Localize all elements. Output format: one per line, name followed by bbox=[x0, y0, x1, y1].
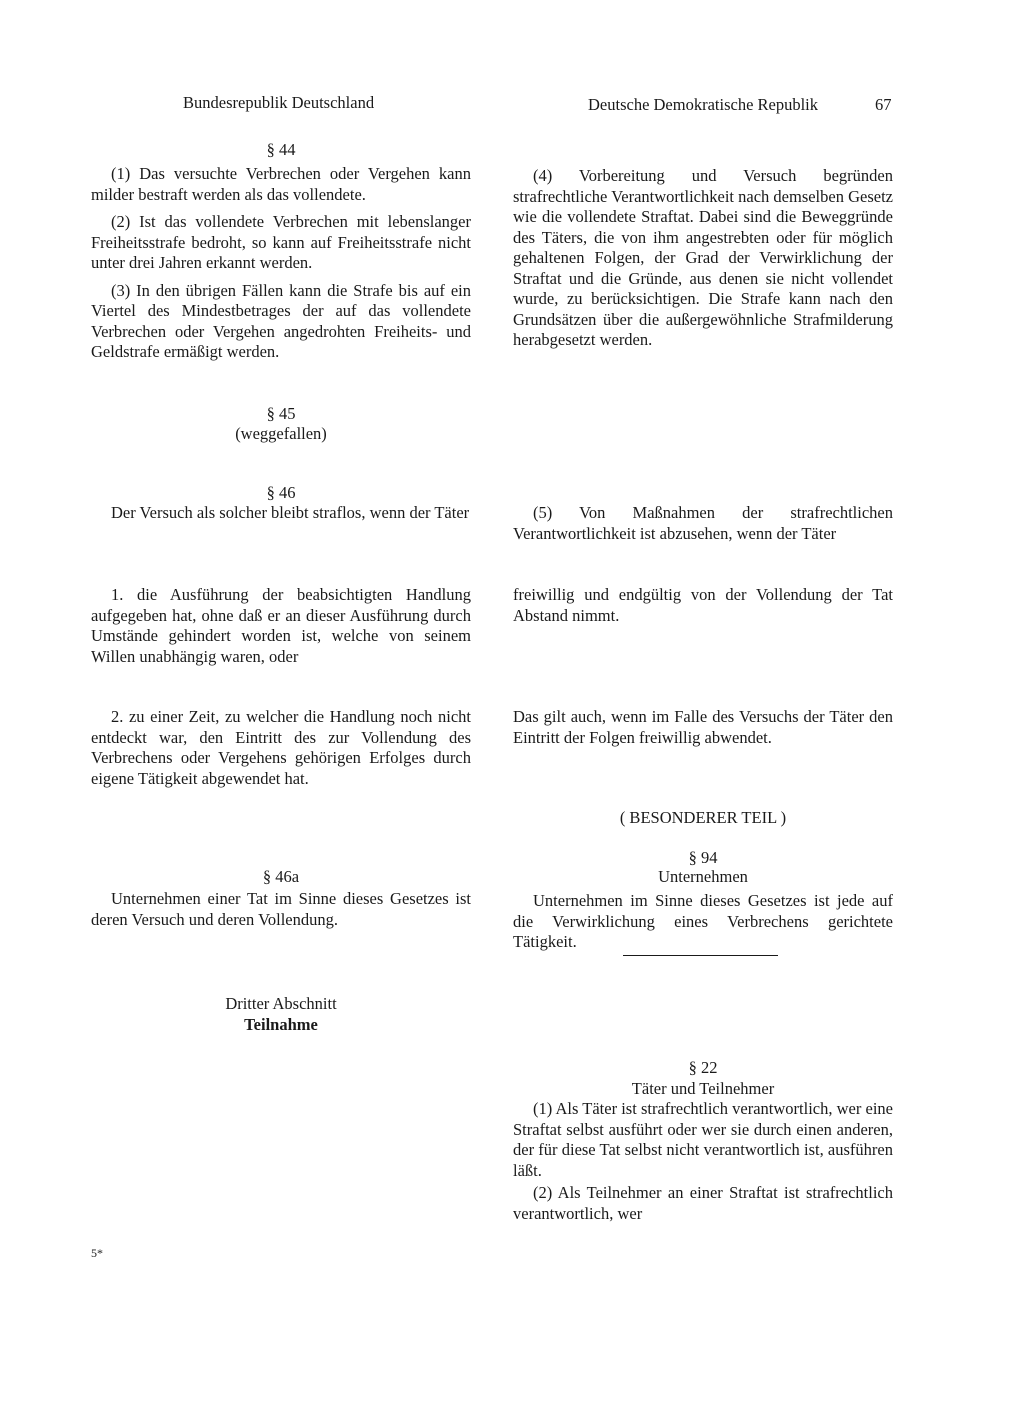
chapter-title: Teilnahme bbox=[244, 1015, 318, 1034]
paragraph-5 bbox=[513, 503, 893, 544]
section-46-item-2 bbox=[91, 707, 471, 789]
section-44-paragraph-2: (2) Ist das vollendete Verbrechen mit lebenslanger Freiheitsstrafe bedroht, so kann auf Freiheitsstrafe nicht unter drei Jahren erkannt werden. bbox=[91, 212, 471, 272]
section-45-title: § 45 bbox=[266, 404, 296, 423]
section-46-item-1 bbox=[91, 585, 471, 667]
section-22-heading: Täter und Teilnehmer bbox=[631, 1079, 775, 1098]
section-46a-text: Unternehmen einer Tat im Sinne dieses Gesetzes ist deren Versuch und deren Vollendung. bbox=[91, 889, 471, 929]
section-46-intro-text: Der Versuch als solcher bleibt straflos, wenn der Täter bbox=[111, 503, 470, 522]
section-22-body bbox=[513, 1099, 893, 1224]
part-heading: ( BESONDERER TEIL ) bbox=[619, 808, 787, 827]
section-22-paragraph-1: (1) Als Täter ist strafrechtlich verantwortlich, wer eine Straftat selbst ausführt oder wer sie durch einen anderen, der für diese Tat selbst nicht verantwortlich ist, ausführen läßt. bbox=[513, 1099, 893, 1180]
section-94-text: Unternehmen im Sinne dieses Gesetzes ist jede auf die Verwirklichung eines Verbrechens gerichtete Tätigkeit. bbox=[513, 891, 893, 951]
paragraph-6-text: Das gilt auch, wenn im Falle des Versuchs der Täter den Eintritt der Folgen freiwillig abwendet. bbox=[513, 707, 893, 747]
section-44-title: § 44 bbox=[266, 140, 296, 159]
separator-rule bbox=[623, 955, 778, 956]
paragraph-5-continuation bbox=[513, 585, 893, 626]
section-94-title: § 94 bbox=[688, 848, 718, 867]
section-44-paragraph-3: (3) In den übrigen Fällen kann die Strafe bis auf ein Viertel des Mindestbetrages der auf das vollendete Verbrechen oder Vergehen angedrohten Freiheits- und Geldstrafe ermäßigt werden. bbox=[91, 280, 471, 361]
section-94-heading: Unternehmen bbox=[658, 867, 748, 886]
paragraph-4-text: (4) Vorbereitung und Versuch begründen strafrechtliche Verantwortlichkeit nach demselben Gesetz wie die vollendete Straftat. Dabei sind die Beweggründe des Täters, die von ihm angestrebten oder für möglich gehaltenen Folgen, der Grad der Verwirklichung der Straftat und die Gründe, aus denen sie nicht vollendet wurde, zu berücksichtigen. Die Strafe kann nach den Grundsätzen über die außergewöhnliche Strafmilderung herabgesetzt werden. bbox=[513, 166, 893, 349]
section-22-title: § 22 bbox=[688, 1058, 718, 1077]
section-46-intro bbox=[91, 503, 471, 524]
section-46a-title: § 46a bbox=[262, 867, 300, 886]
chapter-label: Dritter Abschnitt bbox=[225, 994, 337, 1013]
paragraph-5-continuation-text: freiwillig und endgültig von der Vollendung der Tat Abstand nimmt. bbox=[513, 585, 893, 625]
section-94-body bbox=[513, 891, 893, 953]
paragraph-6 bbox=[513, 707, 893, 748]
header-left: Bundesrepublik Deutschland bbox=[183, 93, 375, 112]
section-46-title: § 46 bbox=[266, 483, 296, 502]
section-22-paragraph-2: (2) Als Teilnehmer an einer Straftat ist strafrechtlich verantwortlich, wer bbox=[513, 1183, 893, 1223]
section-44-paragraph-1: (1) Das versuchte Verbrechen oder Vergehen kann milder bestraft werden als das vollendete. bbox=[91, 164, 471, 204]
section-45-note: (weggefallen) bbox=[235, 424, 327, 443]
section-44-body bbox=[91, 164, 471, 363]
section-46-item-1-text: 1. die Ausführung der beabsichtigten Handlung aufgegeben hat, ohne daß er an dieser Ausführung durch Umstände gehindert worden ist, welche von seinem Willen unabhängig waren, oder bbox=[91, 585, 471, 666]
section-46-item-2-text: 2. zu einer Zeit, zu welcher die Handlung noch nicht entdeckt war, den Eintritt des zur Vollendung des Verbrechens oder Vergehens gehörigen Erfolges durch eigene Tätigkeit abgewendet hat. bbox=[91, 707, 471, 788]
header-right: Deutsche Demokratische Republik bbox=[588, 95, 819, 114]
signature-mark: 5* bbox=[91, 1246, 103, 1260]
page-number: 67 bbox=[875, 95, 892, 114]
section-46a-body bbox=[91, 889, 471, 930]
paragraph-5-text: (5) Von Maßnahmen der strafrechtlichen Verantwortlichkeit ist abzusehen, wenn der Täter bbox=[513, 503, 893, 543]
paragraph-4 bbox=[513, 166, 893, 351]
